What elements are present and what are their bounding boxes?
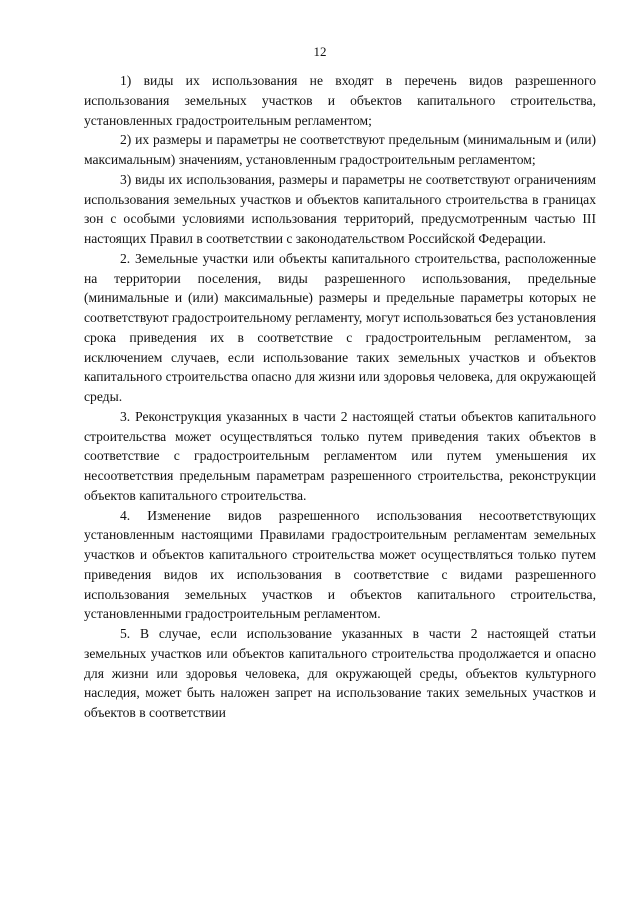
page-number: 12 bbox=[313, 44, 327, 59]
paragraph-section-3: 3. Реконструкция указанных в части 2 настоящей статьи объектов капитального строительства может осуществляться только путем приведения таких объектов в соответствие с градостроительным регламентом или путем уменьшения их несоответствия предельным параметрам разрешенного строительства, реконструкции объектов капитального строительства. bbox=[84, 408, 596, 503]
paragraph-item-1: 1) виды их использования не входят в перечень видов разрешенного использования земельных участков и объектов капитального строительства, установленных градостроительным регламентом; bbox=[84, 73, 596, 128]
paragraph-section-2: 2. Земельные участки или объекты капитального строительства, расположенные на территории поселения, виды разрешенного использования, предельные (минимальные и (или) максимальные) размеры и предельные параметры которых не соответствуют градостроительному регламенту, могут использоваться без установления срока приведения их в соответствие с градостроительным регламентом, за исключением случаев, если использование таких земельных участков и объектов капитального строительства опасно для жизни или здоровья человека, для окружающей среды. bbox=[84, 250, 596, 404]
paragraph-item-2: 2) их размеры и параметры не соответствуют предельным (минимальным и (или) максимальным) значениям, установленным градостроительным регламентом; bbox=[84, 132, 596, 167]
paragraph-section-4: 4. Изменение видов разрешенного использования несоответствующих установленным настоящими Правилами градостроительным регламентам земельных участков и объектов капитального строительства может осуществляться только путем приведения видов их использования в соответствие с видами разрешенного использования земельных участков и объектов капитального строительства, установленными градостроительным регламентом. bbox=[84, 507, 596, 622]
paragraph-item-3: 3) виды их использования, размеры и параметры не соответствуют ограничениям использования земельных участков и объектов капитального строительства в границах зон с особыми условиями использования территорий, предусмотренным частью III настоящих Правил в соответствии с законодательством Российской Федерации. bbox=[84, 171, 596, 246]
paragraph-section-5: 5. В случае, если использование указанных в части 2 настоящей статьи земельных участков или объектов капитального строительства продолжается и опасно для жизни или здоровья человека, для окружающей среды, объектов культурного наследия, может быть наложен запрет на использование таких земельных участков и объектов в соответствии bbox=[84, 626, 596, 720]
document-body bbox=[84, 71, 596, 723]
